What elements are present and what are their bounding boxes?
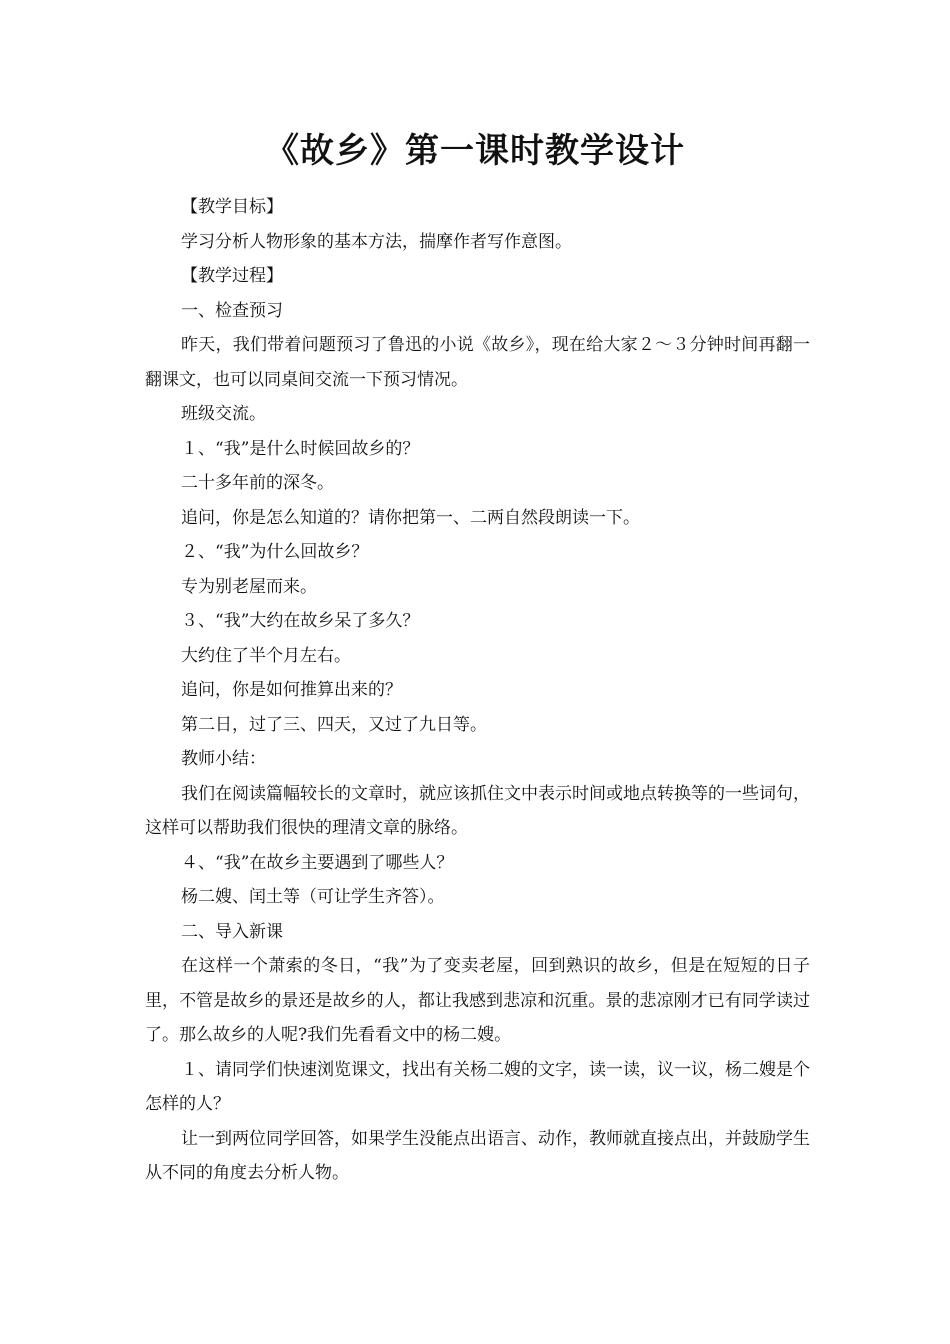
answer: 大约住了半个月左右。	[181, 645, 351, 666]
answer: 专为别老屋而来。	[181, 576, 317, 597]
document-body	[145, 190, 810, 1191]
follow-up-question: 追问，你是如何推算出来的？	[181, 680, 402, 700]
question: ４、“我”在故乡主要遇到了哪些人？	[181, 852, 454, 873]
heading-teaching-process: 【教学过程】	[181, 266, 283, 286]
document-title: 《故乡》第一课时教学设计	[265, 131, 685, 171]
paragraph: 昨天，我们带着问题预习了鲁迅的小说《故乡》，现在给大家２～３分钟时间再翻一翻课文，也可以同桌间交流一下预习情况。	[145, 335, 810, 390]
paragraph: 我们在阅读篇幅较长的文章时，就应该抓住文中表示时间或地点转换等的一些词句，这样可以帮助我们很快的理清文章的脉络。	[145, 783, 810, 838]
paragraph: 班级交流。	[181, 404, 266, 424]
answer: 二十多年前的深冬。	[181, 473, 334, 493]
question: ２、“我”为什么回故乡？	[181, 542, 369, 562]
question: ３、“我”大约在故乡呆了多久？	[181, 611, 420, 631]
paragraph: １、请同学们快速浏览课文，找出有关杨二嫂的文字，读一读，议一议，杨二嫂是个怎样的人？	[145, 1059, 810, 1114]
paragraph: 在这样一个萧索的冬日，“我”为了变卖老屋，回到熟识的故乡，但是在短短的日子里，不管是故乡的景还是故乡的人，都让我感到悲凉和沉重。景的悲凉刚才已有同学读过了。那么故乡的人呢?我们先看看文中的杨二嫂。	[145, 956, 810, 1045]
heading-teaching-goals: 【教学目标】	[181, 197, 283, 217]
paragraph: 学习分析人物形象的基本方法，揣摩作者写作意图。	[181, 231, 572, 252]
answer: 杨二嫂、闰土等（可让学生齐答）。	[181, 887, 445, 907]
paragraph: 让一到两位同学回答，如果学生没能点出语言、动作，教师就直接点出，并鼓励学生从不同的角度去分析人物。	[145, 1128, 810, 1183]
teacher-summary-label: 教师小结：	[181, 749, 266, 769]
section-heading: 二、导入新课	[181, 921, 283, 942]
follow-up-question: 追问，你是怎么知道的？请你把第一、二两自然段朗读一下。	[181, 507, 640, 528]
section-heading: 一、检查预习	[181, 300, 283, 321]
answer: 第二日，过了三、四天，又过了九日等。	[181, 714, 487, 735]
question: １、“我”是什么时候回故乡的？	[181, 438, 420, 459]
